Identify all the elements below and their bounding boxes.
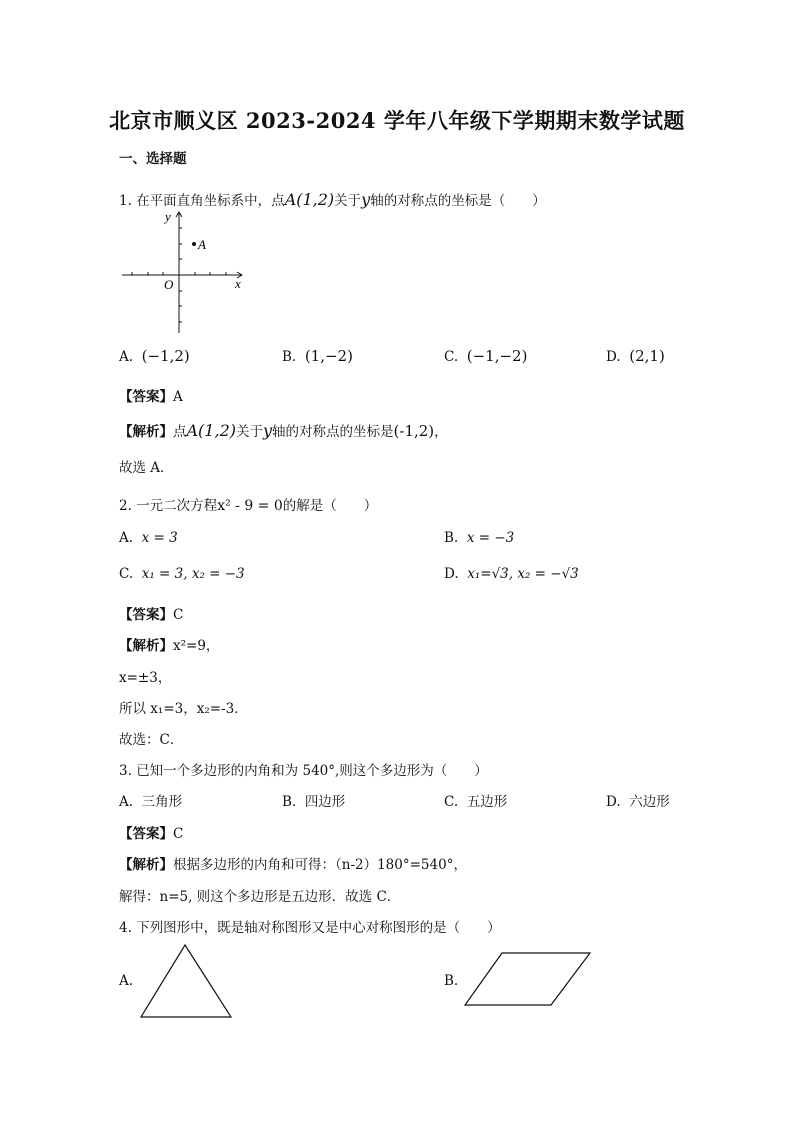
triangle-figure — [138, 942, 234, 1020]
option-value: (1,−2) — [304, 347, 353, 365]
option-d[interactable] — [444, 566, 579, 582]
analysis-line — [119, 853, 467, 873]
option-d[interactable] — [606, 347, 665, 365]
point-a — [192, 242, 196, 246]
answer-line — [119, 822, 183, 842]
option-d[interactable] — [606, 790, 670, 810]
analysis-tag: 【解析】 — [119, 857, 173, 873]
option-letter: B. — [444, 530, 459, 546]
option-value: (−1,−2) — [466, 347, 528, 365]
question-1 — [119, 189, 546, 209]
analysis-line: x=±3， — [119, 670, 172, 686]
point-label: A(1,2) — [284, 190, 335, 209]
answer-value: C — [173, 607, 184, 623]
answer-line — [119, 603, 183, 623]
option-value: 五边形 — [466, 794, 508, 810]
option-value: (2,1) — [629, 347, 665, 365]
analysis-tag: 【解析】 — [119, 424, 173, 440]
question-text: 已知一个多边形的内角和为 540°,则这个多边形为（ ） — [136, 763, 488, 779]
axis-variable: y — [262, 421, 273, 440]
option-a[interactable] — [119, 347, 190, 365]
page-title: 北京市顺义区 2023-2024 学年八年级下学期期末数学试题 — [109, 108, 685, 133]
option-letter: A. — [119, 530, 134, 546]
analysis-text: 轴的对称点的坐标是 — [272, 424, 394, 440]
option-value: 三角形 — [141, 794, 183, 810]
analysis-result: (-1,2) — [393, 422, 435, 440]
question-text: 一元二次方程 — [136, 498, 218, 514]
option-letter: B. — [282, 349, 297, 365]
analysis-line — [119, 634, 219, 654]
equation: x² - 9 = 0 — [217, 498, 283, 514]
answer-line — [119, 385, 183, 405]
option-a[interactable] — [119, 530, 178, 546]
option-c[interactable] — [119, 566, 245, 582]
question-number: 3. — [119, 763, 132, 779]
point-label: A(1,2) — [186, 421, 236, 440]
point-a-label: A — [198, 237, 206, 252]
option-value: 六边形 — [629, 794, 670, 810]
analysis-line — [119, 420, 448, 440]
analysis-line: 解得：n=5, 则这个多边形是五边形．故选 C． — [119, 889, 401, 905]
section-heading: 一、选择题 — [119, 151, 187, 167]
option-a-letter[interactable]: A. — [119, 973, 134, 989]
question-2 — [119, 494, 377, 514]
question-3 — [119, 759, 488, 779]
option-letter: D. — [606, 349, 621, 365]
analysis-text: 关于 — [235, 424, 263, 440]
option-value: x = 3 — [141, 530, 178, 546]
analysis-text: 点 — [173, 424, 187, 440]
parallelogram-figure — [462, 950, 594, 1008]
option-value: x₁=√3, x₂ = −√3 — [467, 566, 579, 582]
option-c[interactable] — [444, 790, 507, 810]
answer-tag: 【答案】 — [119, 826, 173, 842]
x-axis-label: x — [235, 276, 241, 291]
option-letter: B. — [282, 794, 297, 810]
option-b[interactable] — [282, 790, 345, 810]
conclusion: 故选 A． — [119, 460, 174, 476]
option-letter: A. — [119, 349, 134, 365]
analysis-text: x²=9， — [173, 638, 220, 654]
option-letter: A. — [119, 794, 134, 810]
option-b-letter[interactable]: B. — [444, 973, 459, 989]
option-b[interactable] — [282, 347, 353, 365]
answer-tag: 【答案】 — [119, 389, 173, 405]
answer-value: C — [173, 826, 184, 842]
option-a[interactable] — [119, 790, 182, 810]
option-letter: D. — [444, 566, 459, 582]
question-number: 4. — [119, 920, 132, 936]
answer-tag: 【答案】 — [119, 607, 173, 623]
answer-value: A — [173, 389, 183, 405]
analysis-tag: 【解析】 — [119, 638, 173, 654]
analysis-text: ， — [434, 424, 448, 440]
question-text: 关于 — [334, 193, 362, 209]
question-number: 1. — [119, 193, 132, 209]
conclusion: 故选：C． — [119, 732, 184, 748]
question-number: 2. — [119, 498, 132, 514]
coordinate-graph — [118, 208, 248, 336]
option-c[interactable] — [444, 347, 527, 365]
question-text: 的解是（ ） — [282, 498, 378, 514]
option-value: (−1,2) — [141, 347, 190, 365]
option-letter: C. — [444, 794, 459, 810]
option-b[interactable] — [444, 530, 514, 546]
question-text: 在平面直角坐标系中，点 — [136, 193, 285, 209]
option-letter: D. — [606, 794, 621, 810]
question-4 — [119, 916, 501, 936]
option-letter: C. — [119, 566, 134, 582]
option-letter: C. — [444, 349, 459, 365]
y-axis-label: y — [165, 209, 171, 224]
origin-label: O — [164, 277, 174, 292]
option-value: 四边形 — [304, 794, 346, 810]
question-text: 轴的对称点的坐标是（ ） — [370, 193, 546, 209]
question-text: 下列图形中，既是轴对称图形又是中心对称图形的是（ ） — [136, 920, 501, 936]
option-value: x₁ = 3, x₂ = −3 — [141, 566, 245, 582]
option-value: x = −3 — [466, 530, 515, 546]
analysis-text: 根据多边形的内角和可得：（n-2）180°=540°， — [173, 857, 467, 873]
axis-variable: y — [361, 190, 371, 209]
analysis-line: 所以 x₁=3，x₂=-3． — [119, 701, 248, 717]
